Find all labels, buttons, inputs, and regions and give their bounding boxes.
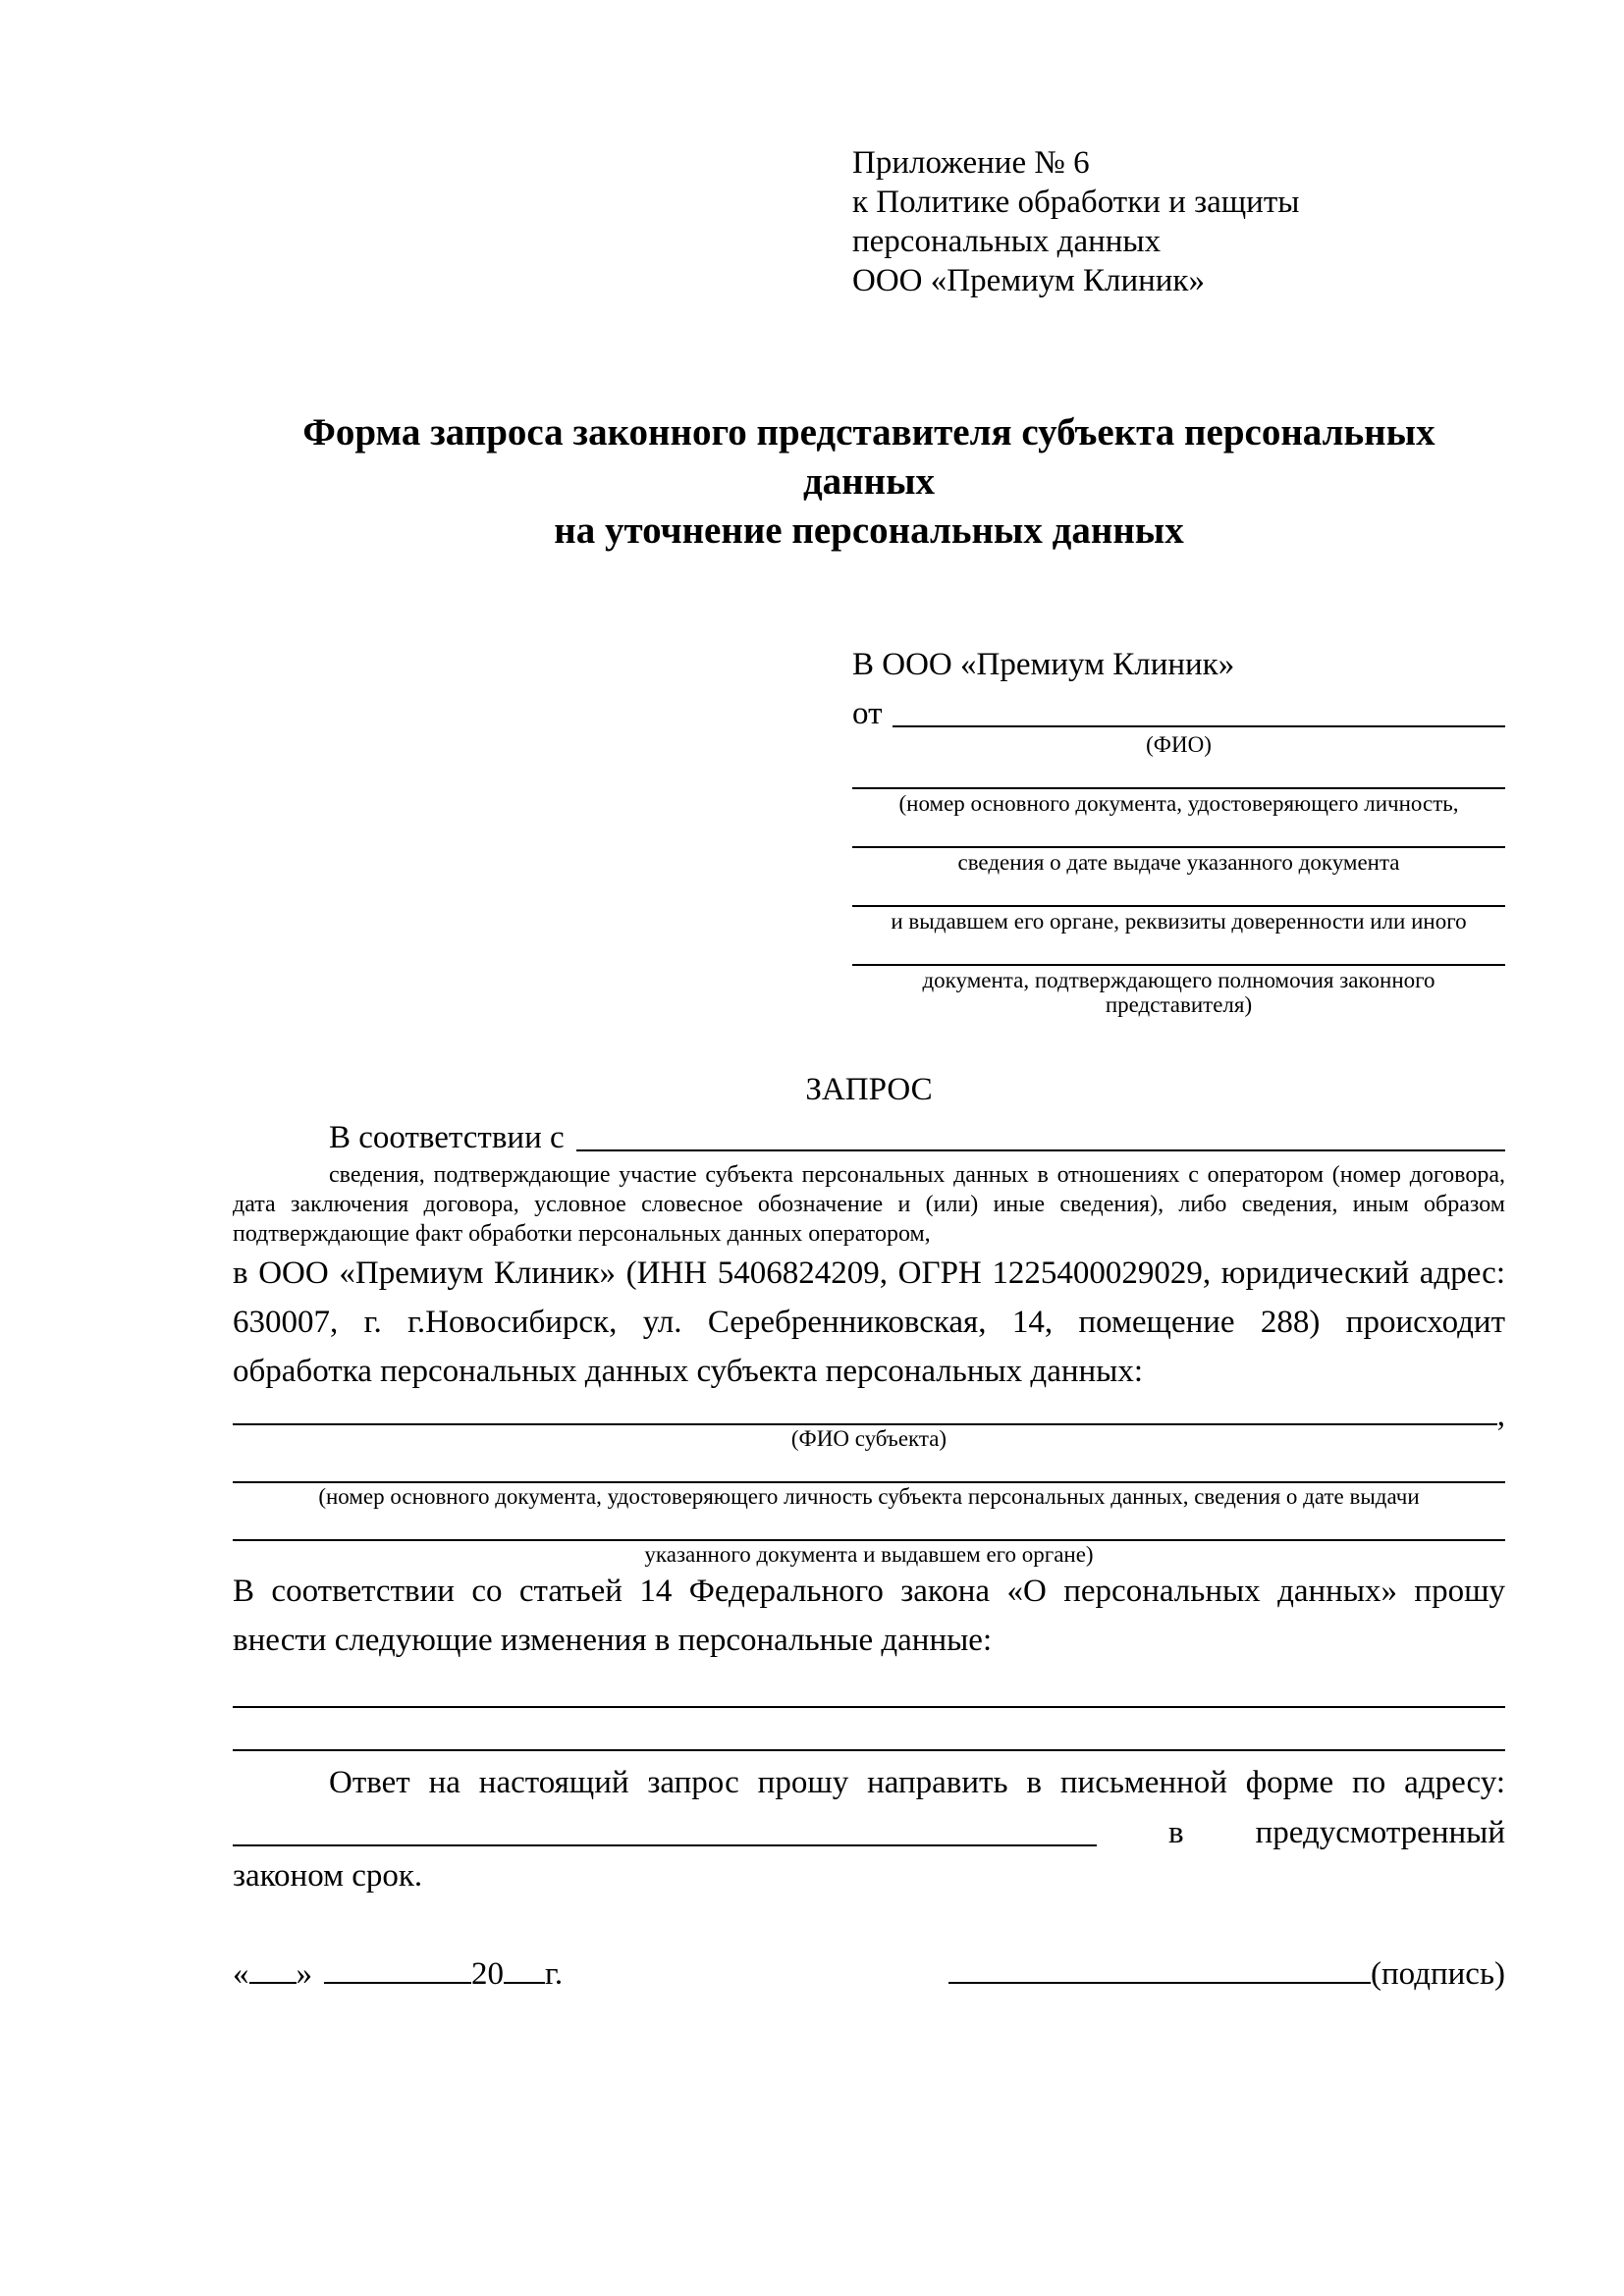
date-group: [233, 1955, 563, 1993]
answer-line1: Ответ на настоящий запрос прошу направить в письменной форме по адресу:: [329, 1765, 1505, 1800]
fill-caption: и выдавшем его органе, реквизиты доверенности или иного: [891, 909, 1467, 934]
year-prefix: 20: [471, 1956, 504, 1993]
document-title-line2: на уточнение персональных данных: [554, 509, 1184, 552]
fill-unit: [233, 1451, 1505, 1509]
fill-in-line: [852, 757, 1505, 789]
fill-in-line: [249, 1955, 297, 1984]
fill-in-line: [233, 1665, 1505, 1708]
fill-unit: [852, 875, 1505, 934]
trailing-comma: ,: [1496, 1398, 1505, 1433]
quote-open: «: [233, 1956, 249, 1993]
intro-prefix: В соответствии с: [329, 1120, 565, 1155]
addressee-to: В ООО «Премиум Клиник»: [852, 647, 1235, 682]
fill-in-line: [233, 1423, 1497, 1425]
addressee-block: [852, 642, 1505, 1017]
addressee-from-label: от: [852, 696, 883, 731]
fill-in-line: [576, 1149, 1505, 1151]
addressee-from-row: [852, 687, 1505, 732]
annex-header-line: к Политике обработки и защиты: [852, 185, 1300, 220]
fill-in-line: [324, 1955, 471, 1984]
document-title-line1: Форма запроса законного представителя субъекта персональных данных: [302, 411, 1435, 503]
fio-caption: (ФИО): [1146, 732, 1212, 757]
request-heading: ЗАПРОС: [805, 1072, 933, 1107]
fill-caption: сведения о дате выдаче указанного документа: [957, 850, 1400, 875]
fill-in-line: [233, 1844, 1097, 1846]
fill-in-line: [852, 816, 1505, 848]
answer-line3: законом срок.: [233, 1858, 423, 1894]
fill-in-line: [233, 1451, 1505, 1483]
fill-in-line: [852, 934, 1505, 966]
answer-word-predusmotrenny: предусмотренный: [1255, 1815, 1505, 1850]
date-signature-row: [233, 1955, 1505, 1993]
fill-in-line: [504, 1955, 545, 1984]
fill-in-line: [233, 1509, 1505, 1541]
document-title: [233, 408, 1505, 556]
fill-in-line: [893, 725, 1506, 727]
subject-fio-row: [233, 1396, 1505, 1433]
small-print-note: сведения, подтверждающие участие субъекта персональных данных в отношениях с оператором (номер договора, дата заключения договора, условное словесное обозначение и (или) иные сведения), либо сведения, иным образом подтверждающие факт обработки персональных данных оператором,: [233, 1162, 1505, 1247]
signature-caption: (подпись): [1371, 1956, 1505, 1993]
fill-in-line: [948, 1955, 1371, 1984]
fill-unit: [852, 757, 1505, 816]
subject-doc-caption-2: указанного документа и выдавшем его органе): [644, 1542, 1094, 1567]
operator-paragraph: в ООО «Премиум Клиник» (ИНН 5406824209, ОГРН 1225400029029, юридический адрес: 630007, г. г.Новосибирск, ул. Серебренниковская, 14, помещение 288) происходит обработка персональных данных субъекта персональных данных:: [233, 1255, 1505, 1389]
year-suffix: г.: [545, 1956, 564, 1993]
fill-unit: [233, 1509, 1505, 1567]
quote-close: »: [296, 1956, 312, 1993]
fill-in-line: [852, 875, 1505, 907]
law-paragraph: В соответствии со статьей 14 Федерального закона «О персональных данных» прошу внести следующие изменения в персональные данные:: [233, 1574, 1505, 1658]
annex-header-line: Приложение № 6: [852, 145, 1090, 181]
fill-caption: (номер основного документа, удостоверяющего личность,: [898, 791, 1459, 816]
annex-header: [852, 143, 1505, 300]
intro-row: [233, 1111, 1505, 1156]
answer-word-v: в: [1168, 1815, 1184, 1850]
fill-unit: [852, 934, 1505, 1017]
fill-unit: [852, 816, 1505, 875]
signature-group: [948, 1955, 1505, 1993]
fill-caption: документа, подтверждающего полномочия законного представителя): [922, 968, 1435, 1017]
subject-fio-caption: (ФИО субъекта): [790, 1426, 947, 1451]
answer-line2: [233, 1806, 1505, 1851]
annex-header-line: персональных данных: [852, 224, 1162, 259]
annex-header-line: ООО «Премиум Клиник»: [852, 263, 1205, 298]
fill-in-line: [233, 1708, 1505, 1751]
subject-doc-caption-1: (номер основного документа, удостоверяющего личность субъекта персональных данных, сведения о дате выдачи: [318, 1484, 1420, 1509]
